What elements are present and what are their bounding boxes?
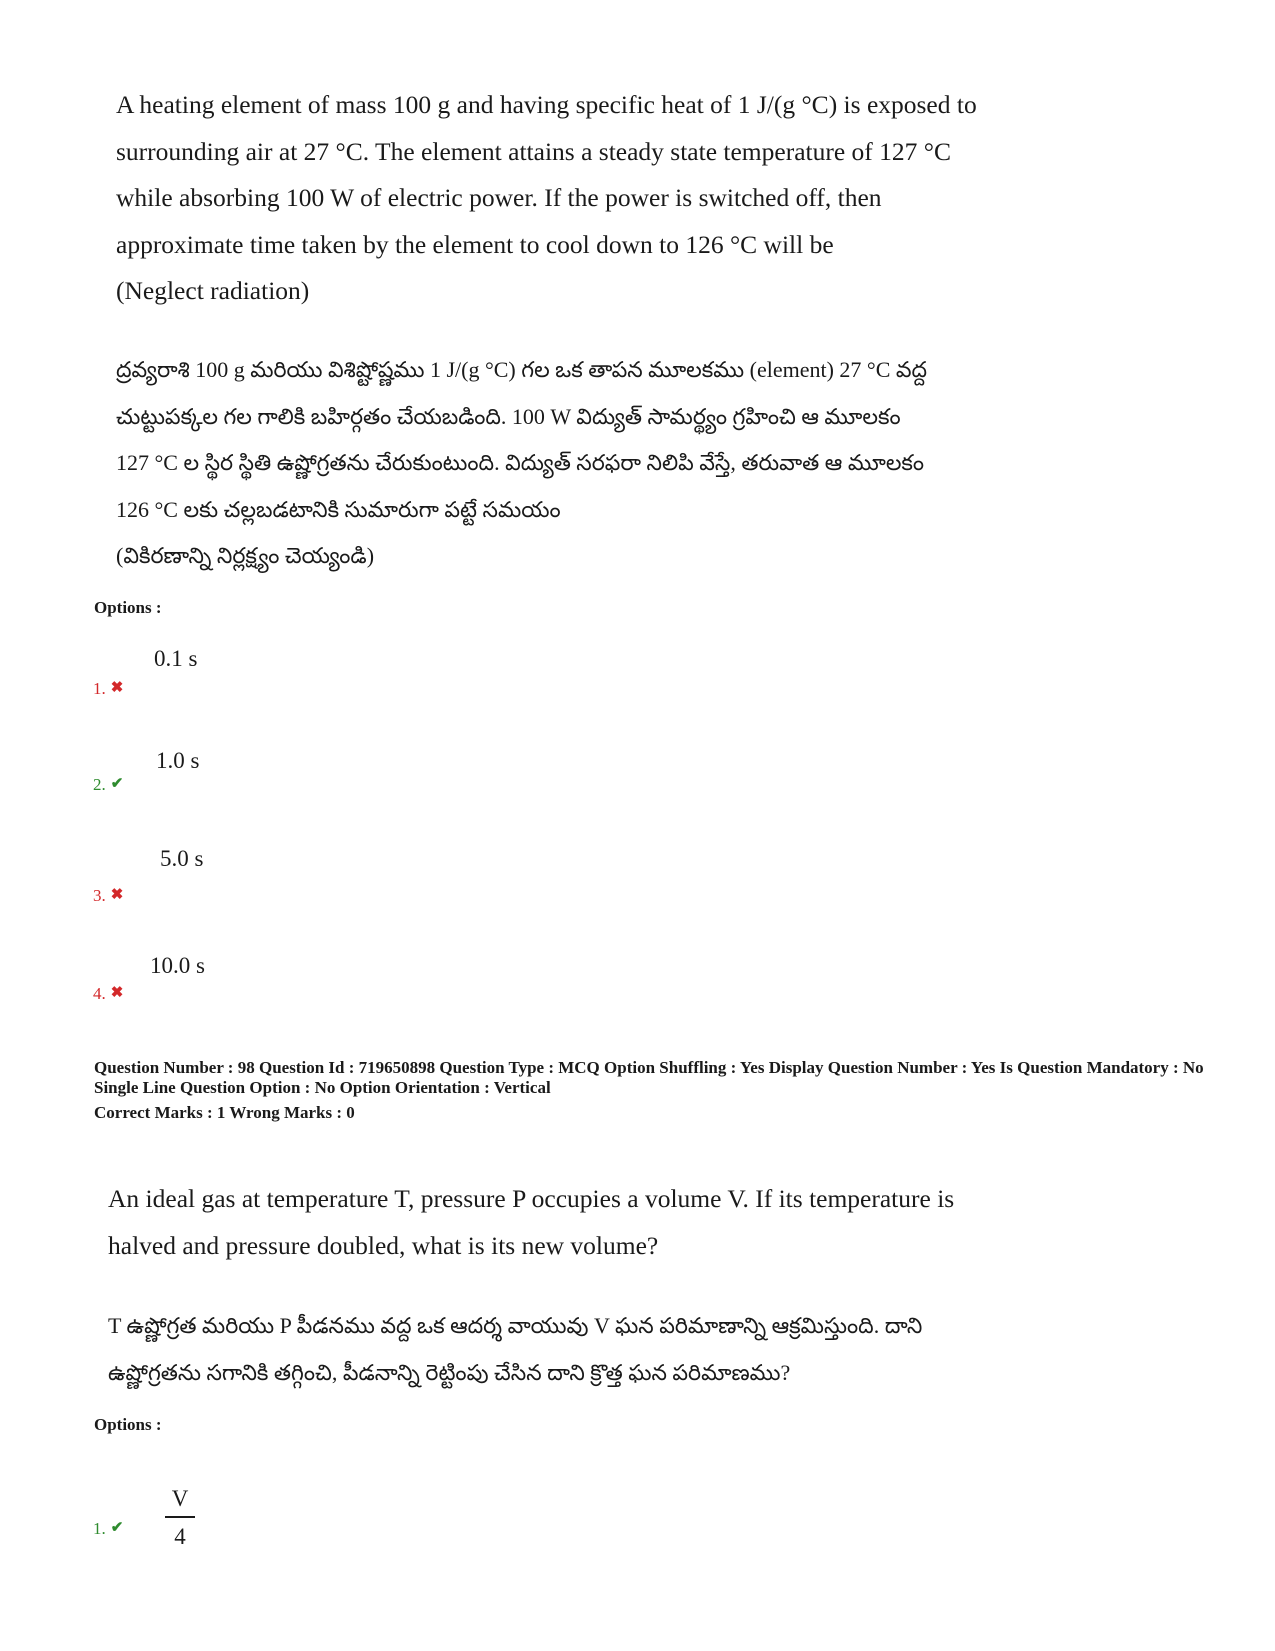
option-4-number <box>93 983 123 1004</box>
question-97-english <box>116 82 1056 315</box>
options-label: Options : <box>94 598 162 617</box>
option-number: 1. <box>93 1519 106 1538</box>
check-icon: ✔ <box>110 1520 124 1536</box>
cross-icon: ✖ <box>110 887 124 903</box>
question-line: An ideal gas at temperature T, pressure P occupies a volume V. If its temperature is <box>108 1184 955 1213</box>
question-line: approximate time taken by the element to cool down to 126 °C will be <box>116 229 834 259</box>
option-1-number <box>93 678 123 699</box>
question-line: (వికిరణాన్ని నిర్లక్ష్యం చెయ్యండి) <box>116 543 375 568</box>
option-2-number <box>93 774 123 795</box>
option-4-value: 10.0 s <box>150 953 205 978</box>
question-line: ఉష్ణోగ్రతను సగానికి తగ్గించి, పీడనాన్ని రెట్టింపు చేసిన దాని క్రొత్త ఘన పరిమాణము? <box>108 1359 791 1385</box>
question-98-marks: Correct Marks : 1 Wrong Marks : 0 <box>94 1103 355 1122</box>
cross-icon: ✖ <box>110 680 124 696</box>
options-label: Options : <box>94 1415 162 1434</box>
option-1-fraction <box>165 1484 195 1552</box>
fraction-numerator: V <box>171 1486 189 1511</box>
question-line: 126 °C లకు చల్లబడటానికి సుమారుగా పట్టే సమయం <box>116 496 561 522</box>
check-icon: ✔ <box>110 776 124 792</box>
fraction-bar <box>165 1516 195 1518</box>
option-1-value: 0.1 s <box>154 646 198 671</box>
question-line: ద్రవ్యరాశి 100 g మరియు విశిష్టోష్ణము 1 J/(g °C) గల ఒక తాపన మూలకము (element) 27 °C వద్ద <box>116 357 928 382</box>
cross-icon: ✖ <box>110 985 124 1001</box>
option-2-value: 1.0 s <box>156 748 200 773</box>
question-line: A heating element of mass 100 g and having specific heat of 1 J/(g °C) is exposed to <box>116 90 977 119</box>
question-97-telugu <box>116 347 1056 580</box>
question-line: 127 °C ల స్థిర స్థితి ఉష్ణోగ్రతను చేరుకుంటుంది. విద్యుత్ సరఫరా నిలిపి వేస్తే, తరువాత ఆ మూలకం <box>116 450 925 475</box>
option-1-number <box>93 1518 123 1539</box>
option-number: 1. <box>93 679 106 698</box>
option-3-number <box>93 885 123 906</box>
option-number: 3. <box>93 886 106 905</box>
question-line: while absorbing 100 W of electric power. If the power is switched off, then <box>116 183 882 212</box>
option-number: 4. <box>93 984 106 1003</box>
question-line: T ఉష్ణోగ్రత మరియు P పీడనము వద్ద ఒక ఆదర్శ వాయువు V ఘన పరిమాణాన్ని ఆక్రమిస్తుంది. దాని <box>108 1313 923 1338</box>
fraction-denominator: 4 <box>174 1523 186 1549</box>
option-3-value: 5.0 s <box>160 846 204 871</box>
question-line: చుట్టుపక్కల గల గాలికి బహిర్గతం చేయబడింది. 100 W విద్యుత్ సామర్థ్యం గ్రహించి ఆ మూలకం <box>116 403 901 429</box>
option-number: 2. <box>93 775 106 794</box>
question-98-meta: Question Number : 98 Question Id : 719650898 Question Type : MCQ Option Shuffling : Yes Display Question Number : Yes Is Question Mandatory : No Single Line Question Option : No Option Orientation : Vertical <box>94 1058 1204 1097</box>
question-98-english <box>108 1176 1048 1269</box>
question-98-telugu <box>108 1303 1048 1396</box>
question-line: (Neglect radiation) <box>116 276 310 305</box>
question-line: halved and pressure doubled, what is its new volume? <box>108 1230 659 1260</box>
question-line: surrounding air at 27 °C. The element attains a steady state temperature of 127 °C <box>116 136 951 166</box>
